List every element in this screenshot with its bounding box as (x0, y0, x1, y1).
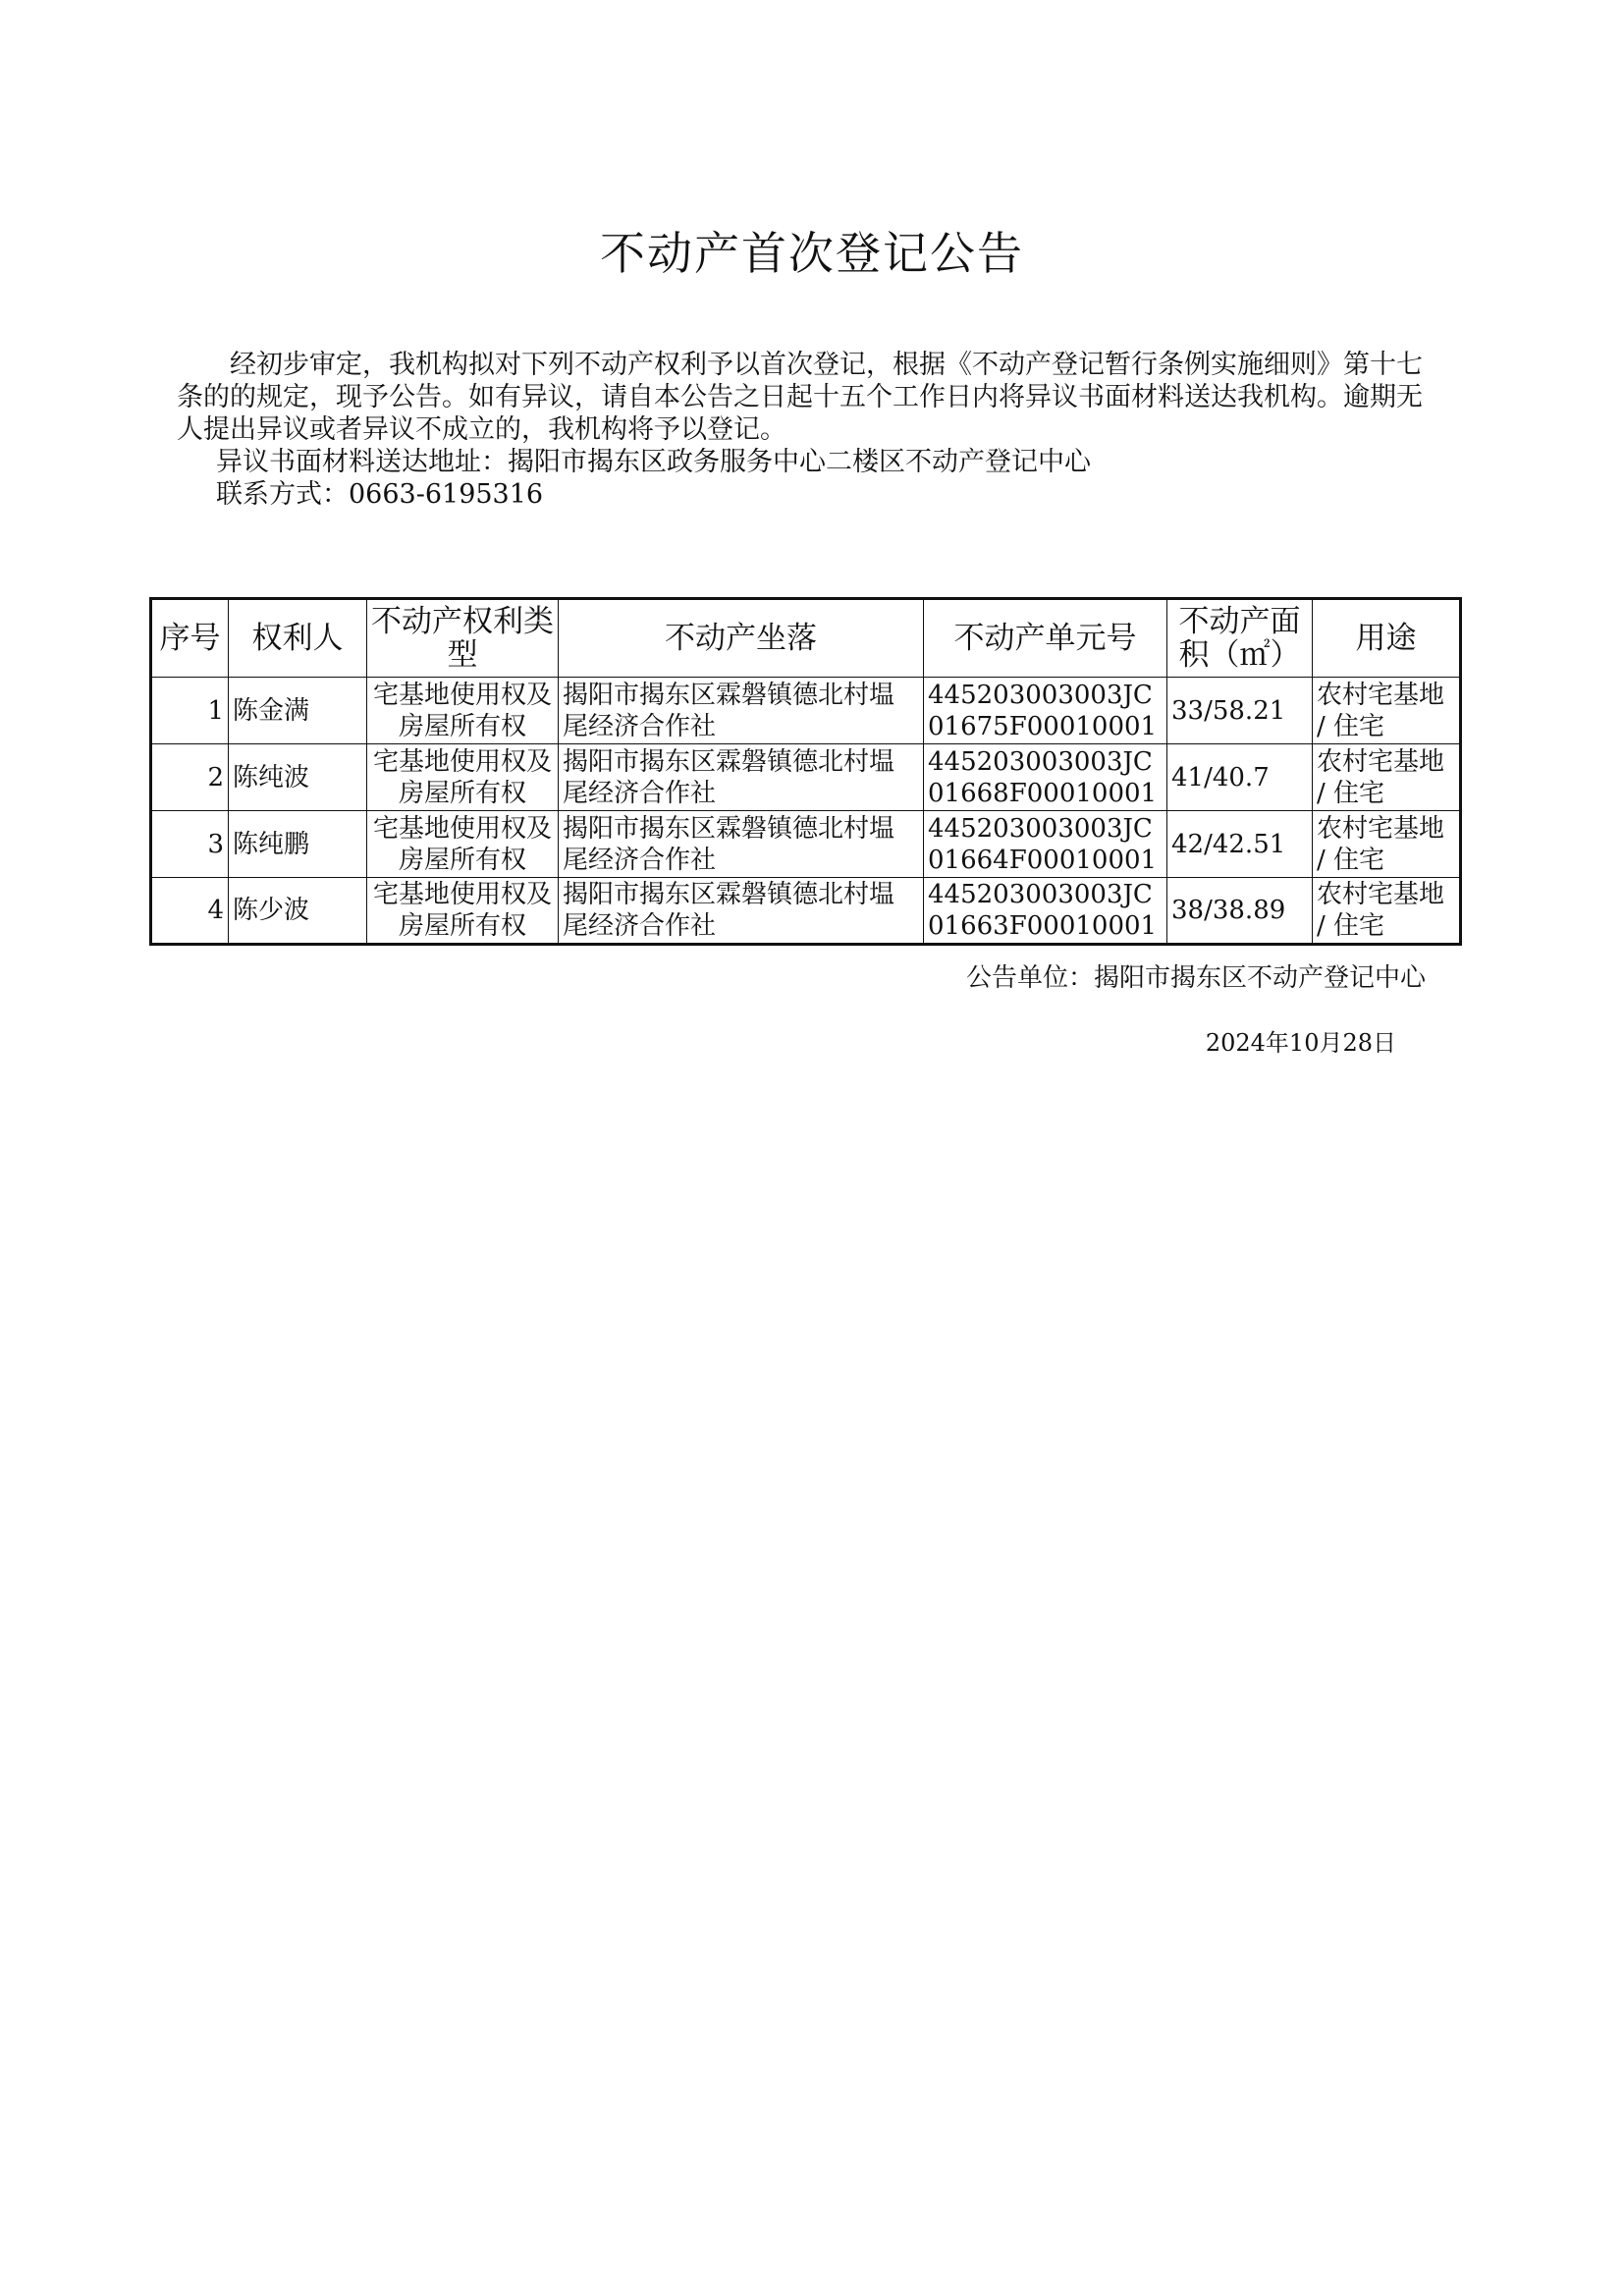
header-usage: 用途 (1313, 599, 1461, 678)
announcement-body (177, 349, 1448, 511)
intro-paragraph: 经初步审定，我机构拟对下列不动产权利予以首次登记，根据《不动产登记暂行条例实施细则》第十七条的的规定，现予公告。如有异议，请自本公告之日起十五个工作日内将异议书面材料送达我机构。逾期无人提出异议或者异议不成立的，我机构将予以登记。 (177, 350, 1423, 445)
cell-holder: 陈纯波 (229, 744, 367, 811)
header-unit-number: 不动产单元号 (924, 599, 1167, 678)
cell-location: 揭阳市揭东区霖磐镇德北村塭尾经济合作社 (559, 678, 924, 744)
header-location: 不动产坐落 (559, 599, 924, 678)
cell-right-type: 宅基地使用权及房屋所有权 (367, 811, 559, 878)
header-right-type: 不动产权利类型 (367, 599, 559, 678)
cell-location: 揭阳市揭东区霖磐镇德北村塭尾经济合作社 (559, 744, 924, 811)
cell-seq: 1 (151, 678, 229, 744)
cell-area: 41/40.7 (1167, 744, 1313, 811)
cell-usage: 农村宅基地 / 住宅 (1313, 811, 1461, 878)
cell-usage: 农村宅基地 / 住宅 (1313, 678, 1461, 744)
cell-area: 42/42.51 (1167, 811, 1313, 878)
cell-holder: 陈少波 (229, 878, 367, 945)
table-row (151, 811, 1461, 878)
cell-unit-number: 445203003003JC01675F00010001 (924, 678, 1167, 744)
header-holder: 权利人 (229, 599, 367, 678)
page-title: 不动产首次登记公告 (600, 227, 1024, 280)
cell-area: 38/38.89 (1167, 878, 1313, 945)
registration-table (149, 597, 1462, 946)
objection-address: 异议书面材料送达地址：揭阳市揭东区政务服务中心二楼区不动产登记中心 (216, 447, 1091, 477)
cell-holder: 陈纯鹏 (229, 811, 367, 878)
announcement-date: 2024年10月28日 (1205, 1029, 1396, 1057)
table-row (151, 678, 1461, 744)
cell-usage: 农村宅基地 / 住宅 (1313, 878, 1461, 945)
table-row (151, 744, 1461, 811)
header-area: 不动产面积（㎡） (1167, 599, 1313, 678)
cell-location: 揭阳市揭东区霖磐镇德北村塭尾经济合作社 (559, 811, 924, 878)
cell-right-type: 宅基地使用权及房屋所有权 (367, 878, 559, 945)
cell-right-type: 宅基地使用权及房屋所有权 (367, 678, 559, 744)
cell-seq: 2 (151, 744, 229, 811)
cell-unit-number: 445203003003JC01663F00010001 (924, 878, 1167, 945)
cell-seq: 3 (151, 811, 229, 878)
cell-area: 33/58.21 (1167, 678, 1313, 744)
table-row (151, 878, 1461, 945)
contact-info: 联系方式：0663-6195316 (216, 479, 544, 510)
header-seq: 序号 (151, 599, 229, 678)
issuing-organization: 公告单位：揭阳市揭东区不动产登记中心 (965, 963, 1426, 993)
cell-location: 揭阳市揭东区霖磐镇德北村塭尾经济合作社 (559, 878, 924, 945)
cell-usage: 农村宅基地 / 住宅 (1313, 744, 1461, 811)
cell-seq: 4 (151, 878, 229, 945)
cell-unit-number: 445203003003JC01664F00010001 (924, 811, 1167, 878)
cell-unit-number: 445203003003JC01668F00010001 (924, 744, 1167, 811)
cell-right-type: 宅基地使用权及房屋所有权 (367, 744, 559, 811)
table-header-row (151, 599, 1461, 678)
cell-holder: 陈金满 (229, 678, 367, 744)
